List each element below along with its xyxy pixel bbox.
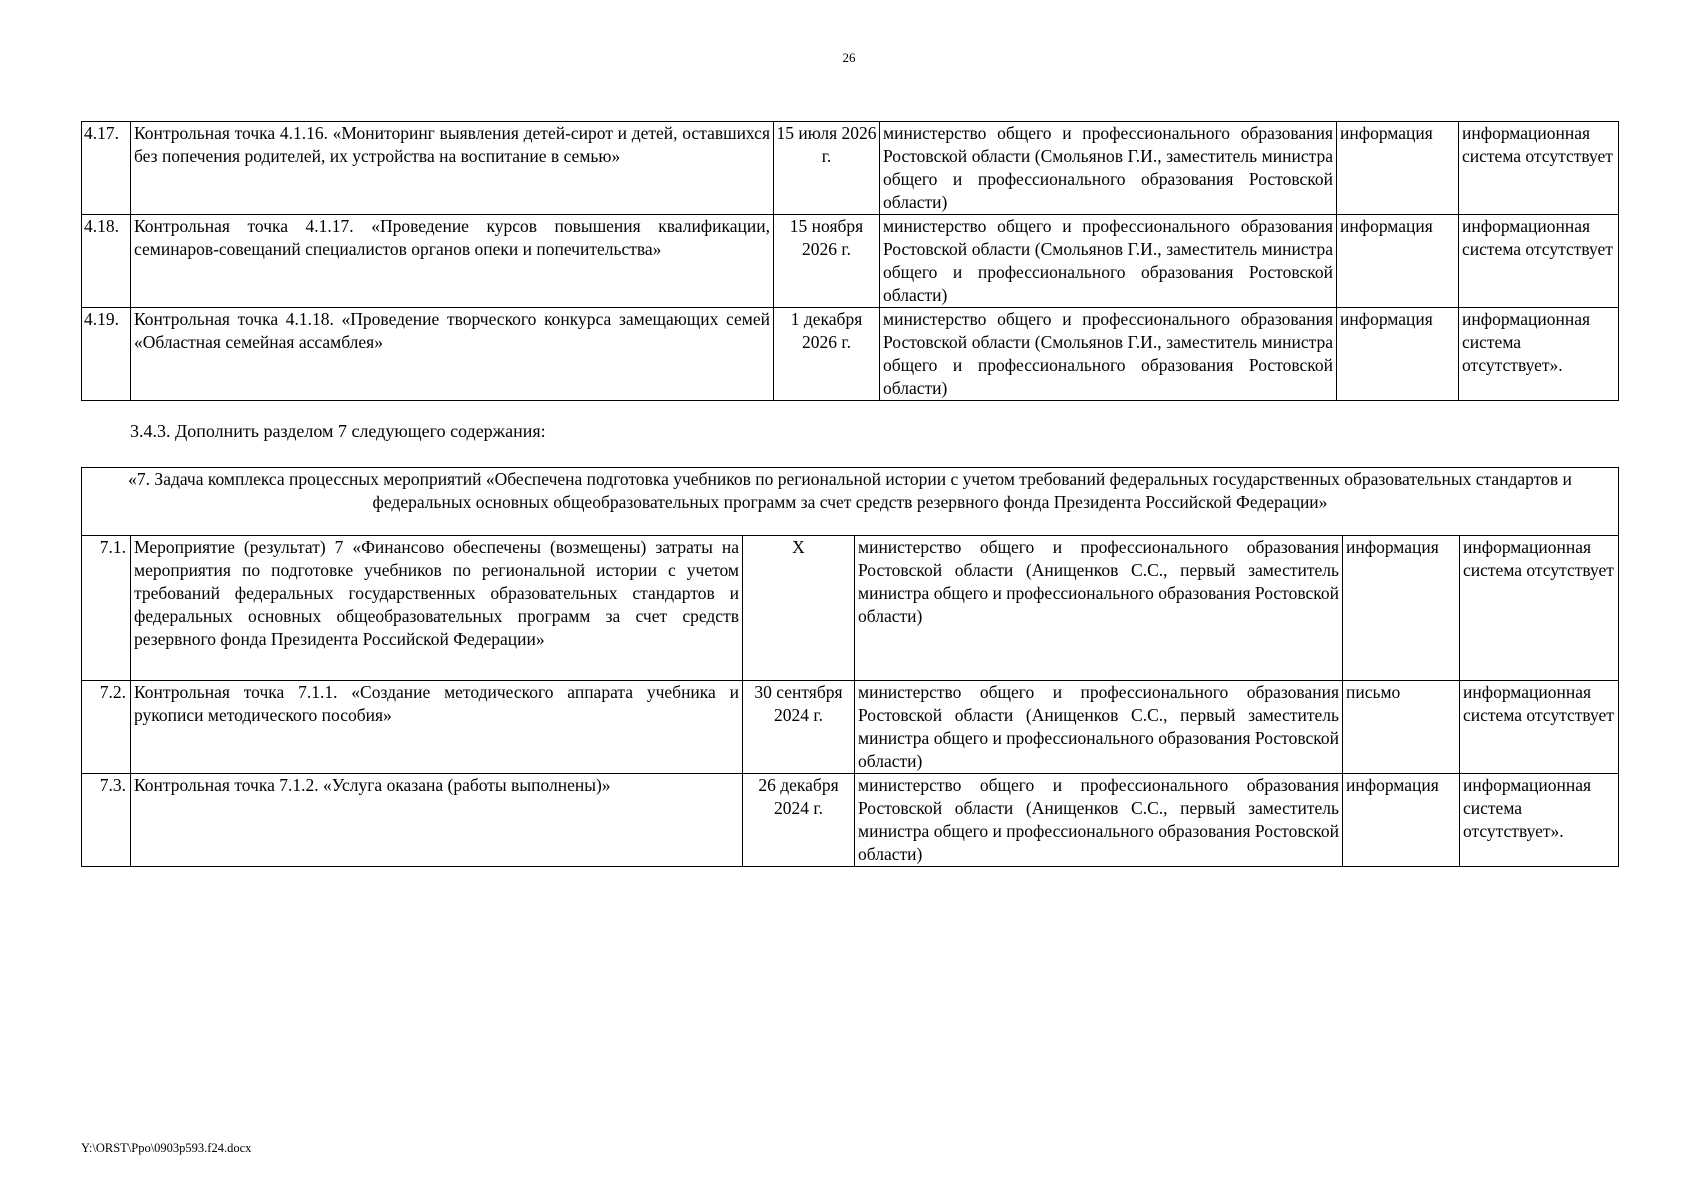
row-description: Мероприятие (результат) 7 «Финансово обеспечены (возмещены) затраты на мероприятия по подготовке учебников по региональной истории с учетом требований федеральных государственных образовательных стандартов и федеральных основных общеобразовательных программ за счет средств резервного фонда Президента Российской Федерации» [131, 536, 743, 681]
row-number: 4.18. [82, 215, 131, 308]
row-description: Контрольная точка 4.1.18. «Проведение творческого конкурса замещающих семей «Областная семейная ассамблея» [131, 308, 774, 401]
row-responsible: министерство общего и профессионального образования Ростовской области (Смольянов Г.И., заместитель министра общего и профессионального образования Ростовской области) [880, 122, 1337, 215]
table-row [82, 774, 1619, 867]
control-points-table-section-4 [81, 121, 1619, 401]
row-document-type: информация [1343, 536, 1460, 681]
row-information-system: информационная система отсутствует [1459, 122, 1619, 215]
row-date: 15 июля 2026 г. [774, 122, 880, 215]
row-responsible: министерство общего и профессионального образования Ростовской области (Анищенков С.С., первый заместитель министра общего и профессионального образования Ростовской области) [855, 536, 1343, 681]
row-description: Контрольная точка 7.1.1. «Создание методического аппарата учебника и рукописи методического пособия» [131, 681, 743, 774]
row-number: 7.1. [82, 536, 131, 681]
row-number: 7.3. [82, 774, 131, 867]
page-number: 26 [842, 50, 856, 65]
row-responsible: министерство общего и профессионального образования Ростовской области (Анищенков С.С., первый заместитель министра общего и профессионального образования Ростовской области) [855, 774, 1343, 867]
row-document-type: информация [1337, 215, 1459, 308]
row-document-type: информация [1343, 774, 1460, 867]
row-information-system: информационная система отсутствует [1460, 536, 1619, 681]
section-7-table [81, 467, 1619, 867]
row-description: Контрольная точка 4.1.17. «Проведение курсов повышения квалификации, семинаров-совещаний специалистов органов опеки и попечительства» [131, 215, 774, 308]
row-date: 26 декабря 2024 г. [743, 774, 855, 867]
table-row [82, 122, 1619, 215]
row-information-system: информационная система отсутствует». [1460, 774, 1619, 867]
table-row [82, 681, 1619, 774]
row-number: 4.19. [82, 308, 131, 401]
row-date: 30 сентября 2024 г. [743, 681, 855, 774]
row-date: 15 ноября 2026 г. [774, 215, 880, 308]
row-description: Контрольная точка 7.1.2. «Услуга оказана (работы выполнены)» [131, 774, 743, 867]
row-number: 7.2. [82, 681, 131, 774]
table-row [82, 536, 1619, 681]
table-row [82, 308, 1619, 401]
row-document-type: информация [1337, 122, 1459, 215]
table-row [82, 215, 1619, 308]
section-intro: 3.4.3. Дополнить разделом 7 следующего содержания: [130, 421, 546, 441]
file-path-footer: Y:\ORST\Ppo\0903p593.f24.docx [81, 1141, 252, 1155]
row-information-system: информационная система отсутствует [1459, 215, 1619, 308]
row-description: Контрольная точка 4.1.16. «Мониторинг выявления детей-сирот и детей, оставшихся без попечения родителей, их устройства на воспитание в семью» [131, 122, 774, 215]
row-document-type: информация [1337, 308, 1459, 401]
section-heading-row [82, 468, 1619, 536]
row-information-system: информационная система отсутствует». [1459, 308, 1619, 401]
row-responsible: министерство общего и профессионального образования Ростовской области (Смольянов Г.И., заместитель министра общего и профессионального образования Ростовской области) [880, 308, 1337, 401]
row-date: 1 декабря 2026 г. [774, 308, 880, 401]
section-heading: «7. Задача комплекса процессных мероприятий «Обеспечена подготовка учебников по региональной истории с учетом требований федеральных государственных образовательных стандартов и федеральных основных общеобразовательных программ за счет средств резервного фонда Президента Российской Федерации» [82, 468, 1619, 536]
row-responsible: министерство общего и профессионального образования Ростовской области (Смольянов Г.И., заместитель министра общего и профессионального образования Ростовской области) [880, 215, 1337, 308]
row-number: 4.17. [82, 122, 131, 215]
row-information-system: информационная система отсутствует [1460, 681, 1619, 774]
row-date: Х [743, 536, 855, 681]
row-responsible: министерство общего и профессионального образования Ростовской области (Анищенков С.С., первый заместитель министра общего и профессионального образования Ростовской области) [855, 681, 1343, 774]
row-document-type: письмо [1343, 681, 1460, 774]
